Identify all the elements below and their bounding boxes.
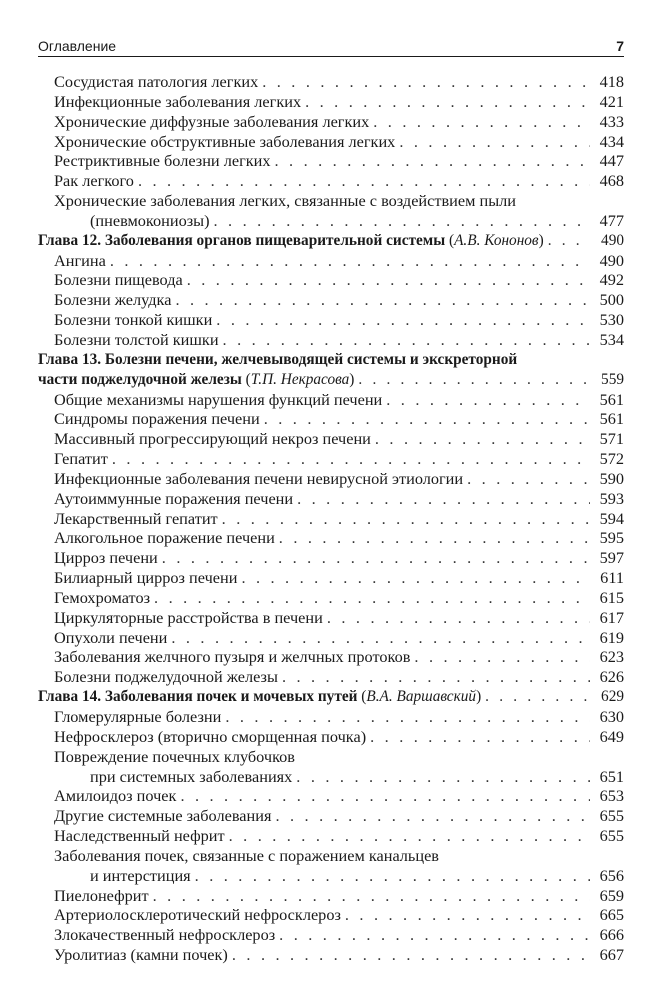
section-title: Хронические диффузные заболевания легких <box>54 111 370 131</box>
toc-entry-title <box>38 806 271 826</box>
section-title: Ангина <box>54 250 106 270</box>
section-title: Сосудистая патология легких <box>54 72 259 91</box>
section-title: Хронические обструктивные заболевания легких <box>54 131 396 151</box>
section-title: Аутоиммунные поражения печени <box>54 488 294 508</box>
section-title: Инфекционные заболевания легких <box>54 91 302 111</box>
dot-leader <box>297 489 590 509</box>
toc-entry-title <box>38 330 219 350</box>
toc-entry-title <box>38 548 158 568</box>
chapter-author: В.А. Варшавский <box>366 688 477 706</box>
dot-leader <box>373 112 590 132</box>
table-of-contents <box>38 72 624 965</box>
section-title: Синдромы поражения печени <box>54 409 260 429</box>
section-title: Болезни поджелудочной железы <box>54 667 278 687</box>
section-title: Гемохроматоз <box>54 587 151 607</box>
toc-entry-title <box>38 171 134 191</box>
toc-entry-title <box>38 608 323 628</box>
toc-section-entry[interactable] <box>38 390 624 410</box>
dot-leader <box>548 231 590 251</box>
toc-section-entry[interactable] <box>38 925 624 945</box>
toc-entry-title <box>38 509 218 529</box>
toc-chapter-entry[interactable] <box>38 350 624 370</box>
dot-leader <box>112 449 590 469</box>
dot-leader <box>279 925 590 945</box>
toc-entry-title <box>38 251 106 271</box>
toc-entry-title: части поджелудочной железы (Т.П. Некрасова) <box>38 370 355 388</box>
toc-section-entry[interactable] <box>38 608 624 628</box>
toc-entry-title: Глава 12. Заболевания органов пищеварительной системы (А.В. Кононов) <box>38 231 544 249</box>
chapter-title: Глава 13. Болезни печени, желчевыводящей системы и экскреторной <box>38 350 518 368</box>
toc-entry-title <box>38 866 191 886</box>
toc-entry-title <box>38 489 293 509</box>
toc-chapter-entry[interactable] <box>38 231 624 251</box>
chapter-author: Т.П. Некрасова <box>250 370 350 388</box>
chapter-title: части поджелудочной железы <box>38 370 242 388</box>
toc-page-number: 665 <box>599 905 624 925</box>
section-title: Цирроз печени <box>54 548 158 568</box>
toc-page-number: 433 <box>599 111 624 131</box>
toc-entry-title <box>38 945 228 965</box>
dot-leader <box>375 429 590 449</box>
dot-leader <box>171 628 590 648</box>
toc-page-number: 434 <box>599 131 624 151</box>
toc-entry-title <box>38 191 516 211</box>
dot-leader <box>327 608 590 628</box>
toc-section-entry[interactable] <box>38 866 624 886</box>
section-title: Уролитиаз (камни почек) <box>54 945 228 965</box>
toc-section-entry[interactable] <box>38 886 624 906</box>
header-rule <box>38 56 624 57</box>
dot-leader <box>467 469 590 489</box>
chapter-title: Глава 14. Заболевания почек и мочевых путей <box>38 688 358 706</box>
toc-page-number: 418 <box>599 72 624 91</box>
toc-entry-title <box>38 449 108 469</box>
dot-leader <box>110 251 590 271</box>
toc-section-entry[interactable] <box>38 449 624 469</box>
toc-section-entry[interactable] <box>38 72 624 92</box>
section-title: Заболевания почек, связанные с поражением канальцев <box>54 845 439 865</box>
toc-chapter-entry[interactable] <box>38 370 624 390</box>
toc-entry-title <box>38 469 463 489</box>
dot-leader <box>275 806 590 826</box>
toc-section-entry[interactable] <box>38 270 624 290</box>
toc-page-number: 490 <box>601 231 624 249</box>
section-title: Другие системные заболевания <box>54 806 272 826</box>
dot-leader <box>223 330 590 350</box>
dot-leader <box>162 548 590 568</box>
section-title: Заболевания желчного пузыря и желчных протоков <box>54 647 411 667</box>
dot-leader <box>138 171 590 191</box>
toc-page-number: 630 <box>599 707 624 726</box>
toc-page-number: 655 <box>599 826 624 846</box>
toc-entry-title <box>38 628 167 648</box>
section-title: Рестриктивные болезни легких <box>54 151 271 171</box>
toc-page-number: 559 <box>601 370 624 388</box>
running-header-title: Оглавление <box>38 38 117 54</box>
dot-leader <box>282 667 590 687</box>
dot-leader <box>358 370 590 390</box>
toc-entry-title <box>38 588 150 608</box>
section-title: Нефросклероз (вторично сморщенная почка) <box>54 726 367 746</box>
toc-page-number: 490 <box>599 250 624 270</box>
toc-page-number: 659 <box>599 885 624 905</box>
toc-entry-title <box>38 270 183 290</box>
dot-leader <box>262 72 590 92</box>
dot-leader <box>279 528 590 548</box>
toc-entry-title <box>38 707 221 727</box>
toc-page-number: 597 <box>599 548 624 568</box>
toc-section-entry[interactable] <box>38 489 624 509</box>
toc-section-entry[interactable] <box>38 846 624 866</box>
toc-page-number: 617 <box>599 607 624 627</box>
dot-leader <box>225 707 590 727</box>
toc-section-entry[interactable] <box>38 310 624 330</box>
section-title: Пиелонефрит <box>54 885 149 905</box>
toc-page-number: 534 <box>599 329 624 349</box>
toc-section-entry[interactable] <box>38 905 624 925</box>
toc-section-entry[interactable] <box>38 667 624 687</box>
section-title: Амилоидоз почек <box>54 786 177 806</box>
toc-entry-title <box>38 846 439 866</box>
toc-section-entry[interactable] <box>38 528 624 548</box>
section-title: Болезни тонкой кишки <box>54 310 213 330</box>
section-title: Наследственный нефрит <box>54 826 225 846</box>
toc-section-entry[interactable] <box>38 707 624 727</box>
toc-section-entry[interactable] <box>38 171 624 191</box>
toc-page-number: 667 <box>599 945 624 965</box>
toc-section-entry[interactable] <box>38 330 624 350</box>
toc-entry-title <box>38 727 366 747</box>
toc-page-number: 477 <box>599 210 624 230</box>
section-title: Алкогольное поражение печени <box>54 528 275 548</box>
dot-leader <box>386 390 590 410</box>
toc-entry-title <box>38 905 341 925</box>
toc-page-number: 595 <box>599 528 624 548</box>
toc-section-entry[interactable] <box>38 151 624 171</box>
toc-page-number: 447 <box>599 151 624 171</box>
toc-entry-title <box>38 429 371 449</box>
toc-section-entry[interactable] <box>38 628 624 648</box>
section-title: при системных заболеваниях <box>90 766 293 786</box>
toc-section-entry[interactable] <box>38 191 624 211</box>
dot-leader <box>229 826 590 846</box>
toc-page-number: 590 <box>599 468 624 488</box>
toc-entry-title <box>38 786 176 806</box>
toc-page-number: 653 <box>599 786 624 806</box>
toc-section-entry[interactable] <box>38 588 624 608</box>
section-title: (пневмокониозы) <box>90 210 210 230</box>
toc-section-entry[interactable] <box>38 786 624 806</box>
toc-entry-title <box>38 767 292 787</box>
toc-page-number: 500 <box>599 290 624 310</box>
toc-entry-title: Глава 14. Заболевания почек и мочевых путей (В.А. Варшавский) <box>38 688 482 706</box>
toc-section-entry[interactable] <box>38 429 624 449</box>
section-title: Билиарный цирроз печени <box>54 568 238 588</box>
dot-leader <box>414 647 590 667</box>
toc-page-number: 649 <box>599 726 624 746</box>
section-title: Гепатит <box>54 449 108 469</box>
toc-entry-title <box>38 667 278 687</box>
dot-leader <box>305 92 590 112</box>
section-title: Повреждение почечных клубочков <box>54 746 295 766</box>
toc-entry-title <box>38 92 301 112</box>
toc-entry-title <box>38 568 237 588</box>
toc-section-entry[interactable] <box>38 251 624 271</box>
section-title: Болезни толстой кишки <box>54 329 219 349</box>
dot-leader <box>399 132 590 152</box>
dot-leader <box>241 568 590 588</box>
dot-leader <box>345 905 590 925</box>
toc-section-entry[interactable] <box>38 548 624 568</box>
toc-section-entry[interactable] <box>38 747 624 767</box>
toc-page-number: 666 <box>599 925 624 945</box>
section-title: Злокачественный нефросклероз <box>54 925 276 945</box>
toc-page-number: 571 <box>599 429 624 449</box>
toc-page-number: 655 <box>599 806 624 826</box>
dot-leader <box>180 786 590 806</box>
toc-entry-title <box>38 925 275 945</box>
toc-page-number: 492 <box>599 270 624 290</box>
dot-leader <box>296 767 590 787</box>
toc-entry-title <box>38 747 295 767</box>
toc-entry-title <box>38 151 271 171</box>
toc-entry-title <box>38 409 260 429</box>
toc-entry-title <box>38 350 517 370</box>
toc-section-entry[interactable] <box>38 509 624 529</box>
section-title: Болезни желудка <box>54 290 172 310</box>
section-title: Болезни пищевода <box>54 270 183 290</box>
toc-page-number: 594 <box>599 508 624 528</box>
toc-entry-title <box>38 72 258 92</box>
toc-page-number: 629 <box>601 688 624 706</box>
toc-entry-title <box>38 310 212 330</box>
dot-leader <box>222 509 590 529</box>
section-title: Лекарственный гепатит <box>54 508 218 528</box>
toc-section-entry[interactable] <box>38 469 624 489</box>
dot-leader <box>275 151 590 171</box>
section-title: и интерстиция <box>90 865 191 885</box>
section-title: Массивный прогрессирующий некроз печени <box>54 429 371 449</box>
dot-leader <box>232 945 590 965</box>
toc-entry-title <box>38 826 225 846</box>
chapter-title: Глава 12. Заболевания органов пищеварительной системы <box>38 231 446 249</box>
section-title: Хронические заболевания легких, связанные с воздействием пыли <box>54 191 516 211</box>
toc-section-entry[interactable] <box>38 727 624 747</box>
toc-section-entry[interactable] <box>38 568 624 588</box>
toc-page-number: 615 <box>599 587 624 607</box>
toc-section-entry[interactable] <box>38 806 624 826</box>
toc-section-entry[interactable] <box>38 211 624 231</box>
toc-section-entry[interactable] <box>38 826 624 846</box>
page-number: 7 <box>616 38 624 54</box>
dot-leader <box>485 687 590 707</box>
toc-section-entry[interactable] <box>38 132 624 152</box>
dot-leader <box>153 886 590 906</box>
toc-page-number: 619 <box>599 627 624 647</box>
toc-entry-title <box>38 290 171 310</box>
toc-page-number: 421 <box>599 91 624 111</box>
toc-page-number: 468 <box>599 171 624 191</box>
toc-section-entry[interactable] <box>38 409 624 429</box>
toc-page-number: 572 <box>599 449 624 469</box>
toc-section-entry[interactable] <box>38 290 624 310</box>
toc-entry-title <box>38 390 382 410</box>
dot-leader <box>175 290 590 310</box>
section-title: Артериолосклеротический нефросклероз <box>54 905 341 925</box>
toc-entry-title <box>38 211 210 231</box>
toc-section-entry[interactable] <box>38 767 624 787</box>
dot-leader <box>370 727 590 747</box>
toc-page-number: 651 <box>599 766 624 786</box>
toc-section-entry[interactable] <box>38 945 624 965</box>
toc-page-number: 530 <box>599 310 624 330</box>
dot-leader <box>214 211 590 231</box>
toc-page-number: 611 <box>600 568 624 588</box>
section-title: Циркуляторные расстройства в печени <box>54 607 323 627</box>
toc-entry-title <box>38 647 410 667</box>
toc-page-number: 623 <box>599 647 624 667</box>
toc-entry-title <box>38 132 395 152</box>
dot-leader <box>264 409 590 429</box>
chapter-author: А.В. Кононов <box>454 231 539 249</box>
running-header <box>38 34 624 54</box>
toc-page-number: 593 <box>599 488 624 508</box>
dot-leader <box>154 588 590 608</box>
section-title: Рак легкого <box>54 171 134 191</box>
section-title: Гломерулярные болезни <box>54 707 222 726</box>
toc-page-number: 626 <box>599 667 624 687</box>
toc-section-entry[interactable] <box>38 112 624 132</box>
toc-page-number: 656 <box>599 865 624 885</box>
dot-leader <box>195 866 590 886</box>
dot-leader <box>216 310 590 330</box>
section-title: Опухоли печени <box>54 627 168 647</box>
toc-section-entry[interactable] <box>38 92 624 112</box>
toc-entry-title <box>38 112 369 132</box>
section-title: Общие механизмы нарушения функций печени <box>54 389 383 409</box>
toc-section-entry[interactable] <box>38 647 624 667</box>
toc-entry-title <box>38 528 275 548</box>
toc-chapter-entry[interactable] <box>38 687 624 707</box>
section-title: Инфекционные заболевания печени невирусной этиологии <box>54 468 464 488</box>
dot-leader <box>187 270 590 290</box>
toc-page-number: 561 <box>599 409 624 429</box>
toc-page-number: 561 <box>599 389 624 409</box>
toc-entry-title <box>38 886 149 906</box>
